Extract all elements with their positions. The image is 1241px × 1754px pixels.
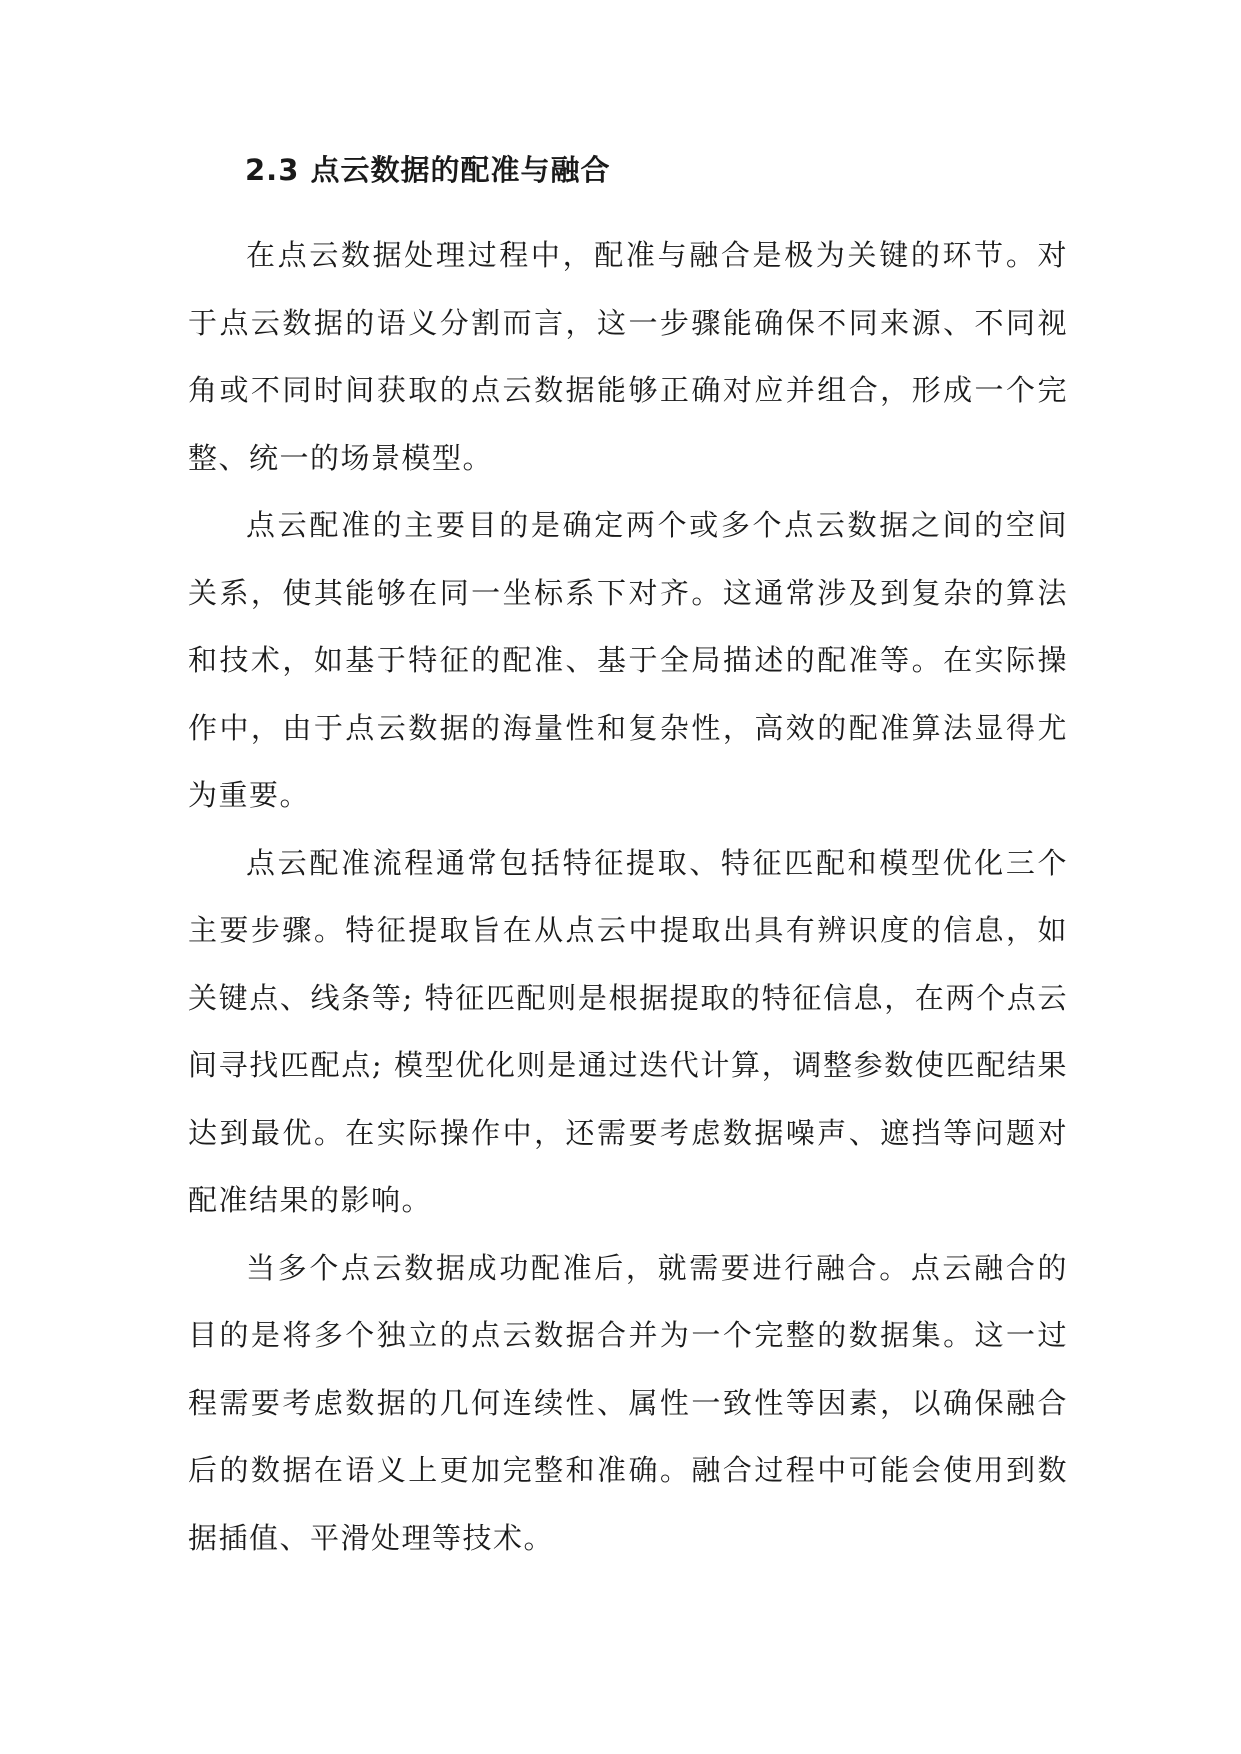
paragraph-registration-purpose: 点云配准的主要目的是确定两个或多个点云数据之间的空间关系，使其能够在同一坐标系下对齐。这通常涉及到复杂的算法和技术，如基于特征的配准、基于全局描述的配准等。在实际操作中，由于点云数据的海量性和复杂性，高效的配准算法显得尤为重要。 [188, 508, 1068, 812]
paragraph-registration-fusion-intro: 在点云数据处理过程中，配准与融合是极为关键的环节。对于点云数据的语义分割而言，这一步骤能确保不同来源、不同视角或不同时间获取的点云数据能够正确对应并组合，形成一个完整、统一的场景模型。 [188, 238, 1068, 475]
body-text [188, 222, 1068, 1572]
paragraph-registration-workflow: 点云配准流程通常包括特征提取、特征匹配和模型优化三个主要步骤。特征提取旨在从点云中提取出具有辨识度的信息，如关键点、线条等; 特征匹配则是根据提取的特征信息，在两个点云间寻找匹配点; 模型优化则是通过迭代计算，调整参数使匹配结果达到最优。在实际操作中，还需要考虑数据噪声、遮挡等问题对配准结果的影响。 [188, 845, 1068, 1217]
paragraph-fusion: 当多个点云数据成功配准后，就需要进行融合。点云融合的目的是将多个独立的点云数据合并为一个完整的数据集。这一过程需要考虑数据的几何连续性、属性一致性等因素，以确保融合后的数据在语义上更加完整和准确。融合过程中可能会使用到数据插值、平滑处理等技术。 [188, 1250, 1068, 1555]
section-heading: 2.3 点云数据的配准与融合 [245, 153, 611, 187]
